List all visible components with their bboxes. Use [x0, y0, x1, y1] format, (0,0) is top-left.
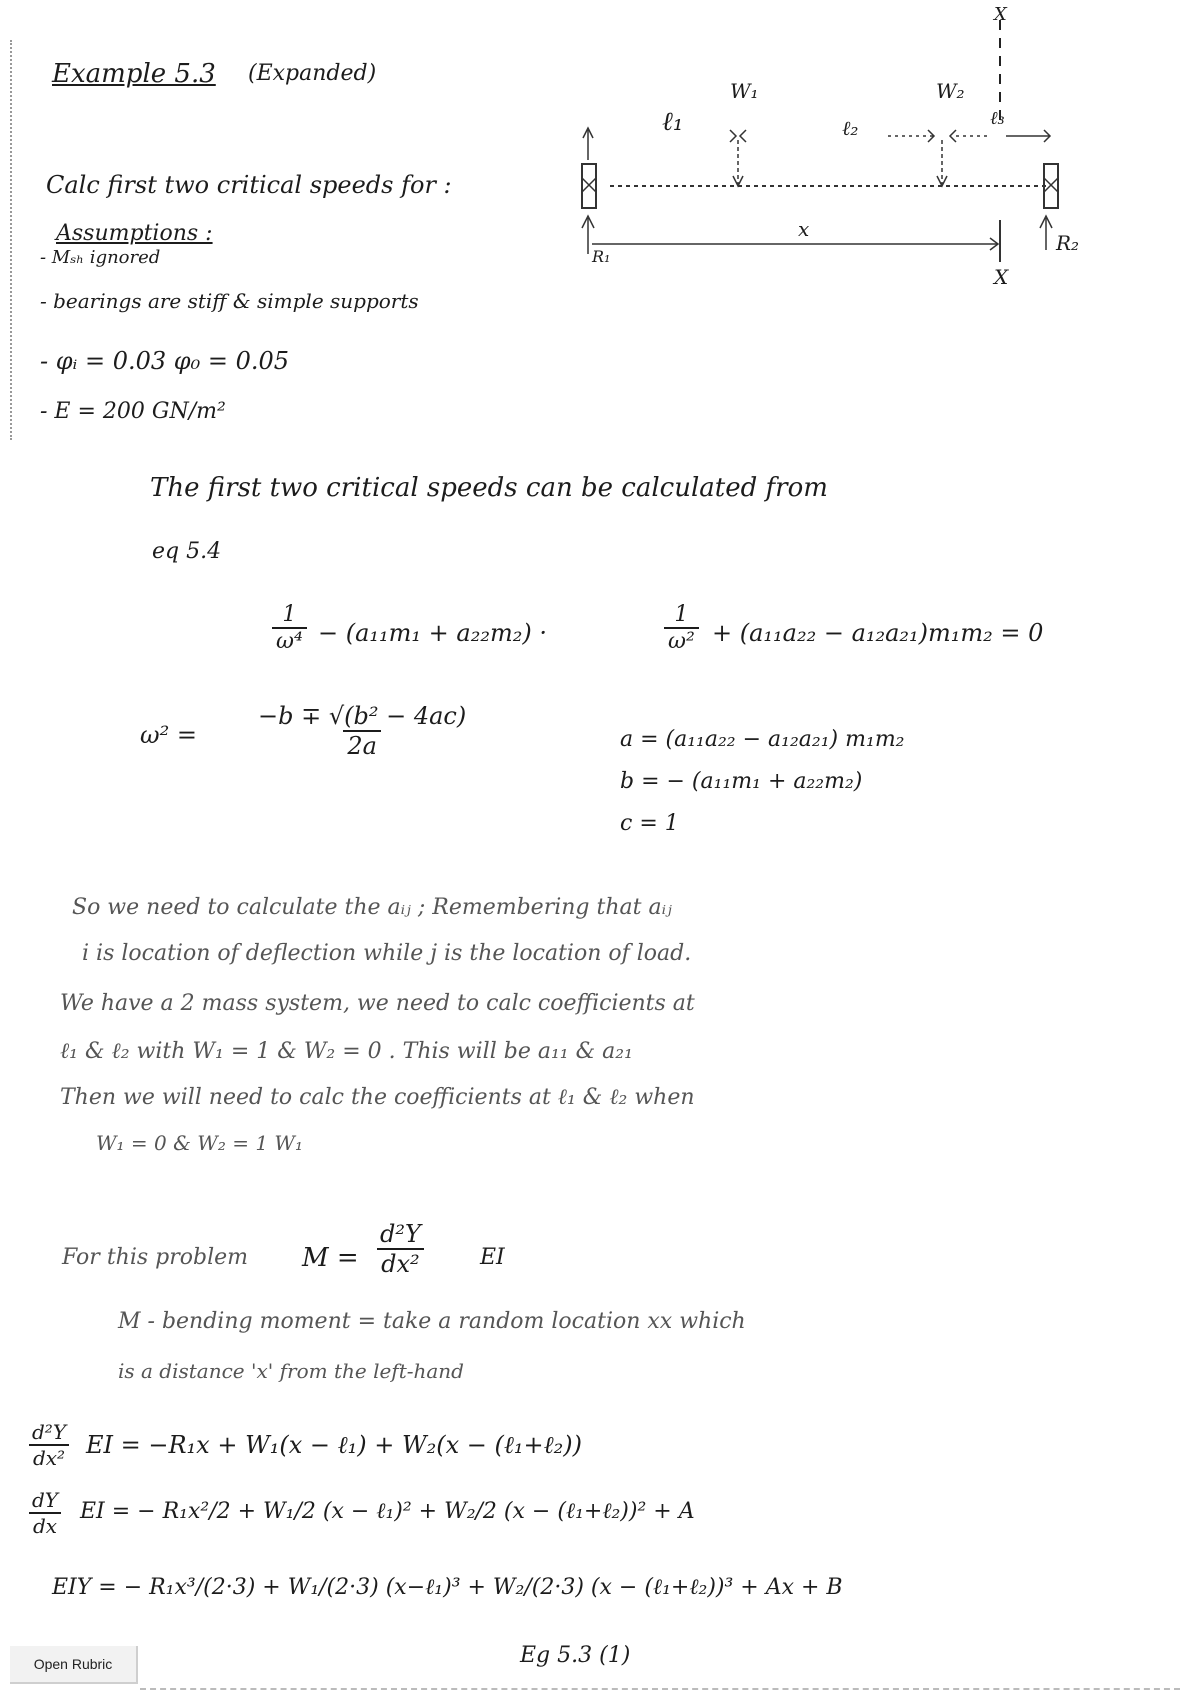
coef-c: c = 1 [620, 811, 679, 836]
omega-num: −b ∓ √(b² − 4ac) [258, 702, 467, 730]
para2-line: So we need to calculate the aᵢⱼ ; Remembering that aᵢⱼ [72, 895, 672, 920]
x-dim-label: x [798, 217, 810, 241]
eq-main-num: 1 [282, 602, 297, 627]
assumptions-heading: Assumptions : [56, 221, 213, 246]
m-tail: EI [480, 1245, 505, 1270]
eq-main-den2: ω² [664, 627, 699, 654]
coef-a: a = (a₁₁a₂₂ − a₁₂a₂₁) m₁m₂ [620, 727, 905, 752]
eq2-rhs: EI = − R₁x²/2 + W₁/2 (x − ℓ₁)² + W₂/2 (x − (ℓ₁+ℓ₂))² + A [80, 1499, 695, 1524]
eq3: EIY = − R₁x³/(2·3) + W₁/(2·3) (x−ℓ₁)³ + W₂/(2·3) (x − (ℓ₁+ℓ₂))³ + Ax + B [52, 1575, 843, 1600]
eq-main-mid: − (a₁₁m₁ + a₂₂m₂) · [318, 619, 547, 647]
para1-line1: The first two critical speeds can be calculated from [150, 473, 828, 503]
m-den: dx² [377, 1248, 424, 1278]
eq-main-tail: + (a₁₁a₂₂ − a₁₂a₂₁)m₁m₂ = 0 [712, 619, 1044, 647]
omega-den: 2a [343, 730, 381, 760]
coef-b: b = − (a₁₁m₁ + a₂₂m₂) [620, 769, 863, 794]
eq1-lhs-den: dx² [29, 1444, 69, 1470]
example-title: Example 5.3 [52, 59, 216, 89]
r2-label: R₂ [1056, 231, 1080, 255]
r1-label: R₁ [592, 247, 611, 266]
page-margin-line [10, 40, 12, 440]
assumption-item: - φᵢ = 0.03 φ₀ = 0.05 [40, 347, 290, 375]
assumption-item: - bearings are stiff & simple supports [40, 289, 419, 313]
l3-label: ℓ₃ [990, 108, 1005, 129]
m-lhs: M = [302, 1243, 359, 1273]
l2-label: ℓ₂ [842, 116, 859, 140]
eq2-lhs-frac [28, 1488, 62, 1538]
para2-line: ℓ₁ & ℓ₂ with W₁ = 1 & W₂ = 0 . This will be a₁₁ & a₂₁ [60, 1039, 633, 1064]
omega-lhs: ω² = [140, 721, 197, 749]
eq2-lhs-den: dx [29, 1512, 61, 1538]
section-label-bottom: X [994, 265, 1009, 289]
beam-diagram [570, 0, 1090, 290]
eq-main-frac1 [272, 602, 307, 654]
intro-line: Calc first two critical speeds for : [46, 171, 452, 199]
example-subtitle: (Expanded) [248, 61, 377, 86]
para2-line: W₁ = 0 & W₂ = 1 W₁ [96, 1131, 303, 1155]
m-desc-2: is a distance 'x' from the left-hand [118, 1359, 464, 1383]
assumption-item: - E = 200 GN/m² [40, 399, 226, 424]
eq1-lhs-frac [28, 1420, 70, 1470]
l1-label: ℓ₁ [662, 107, 684, 137]
assumption-item: - Mₛₕ ignored [40, 247, 161, 268]
eq2-lhs-num: dY [32, 1488, 59, 1512]
page-label: Eg 5.3 (1) [520, 1643, 631, 1668]
eq1-rhs: EI = −R₁x + W₁(x − ℓ₁) + W₂(x − (ℓ₁+ℓ₂)) [86, 1431, 582, 1459]
omega-frac [254, 702, 470, 760]
eq-main-frac2 [664, 602, 699, 654]
section-label-top: X [994, 4, 1007, 25]
para2-line: i is location of deflection while j is the location of load. [82, 941, 692, 966]
m-num: d²Y [380, 1220, 421, 1248]
para1-line2: eq 5.4 [152, 539, 222, 564]
w1-label: W₁ [730, 79, 759, 103]
w2-label: W₂ [936, 79, 965, 103]
m-desc-1: M - bending moment = take a random location xx which [118, 1309, 746, 1334]
bottom-rule [140, 1688, 1180, 1690]
m-frac [376, 1220, 425, 1278]
eq1-lhs-num: d²Y [32, 1420, 67, 1444]
para2-line: We have a 2 mass system, we need to calc coefficients at [60, 991, 695, 1016]
open-rubric-button[interactable]: Open Rubric [10, 1646, 138, 1684]
eq-main-num2: 1 [674, 602, 689, 627]
para2-line: Then we will need to calc the coefficients at ℓ₁ & ℓ₂ when [60, 1085, 695, 1110]
for-problem: For this problem [62, 1245, 248, 1270]
eq-main-den: ω⁴ [272, 627, 307, 654]
